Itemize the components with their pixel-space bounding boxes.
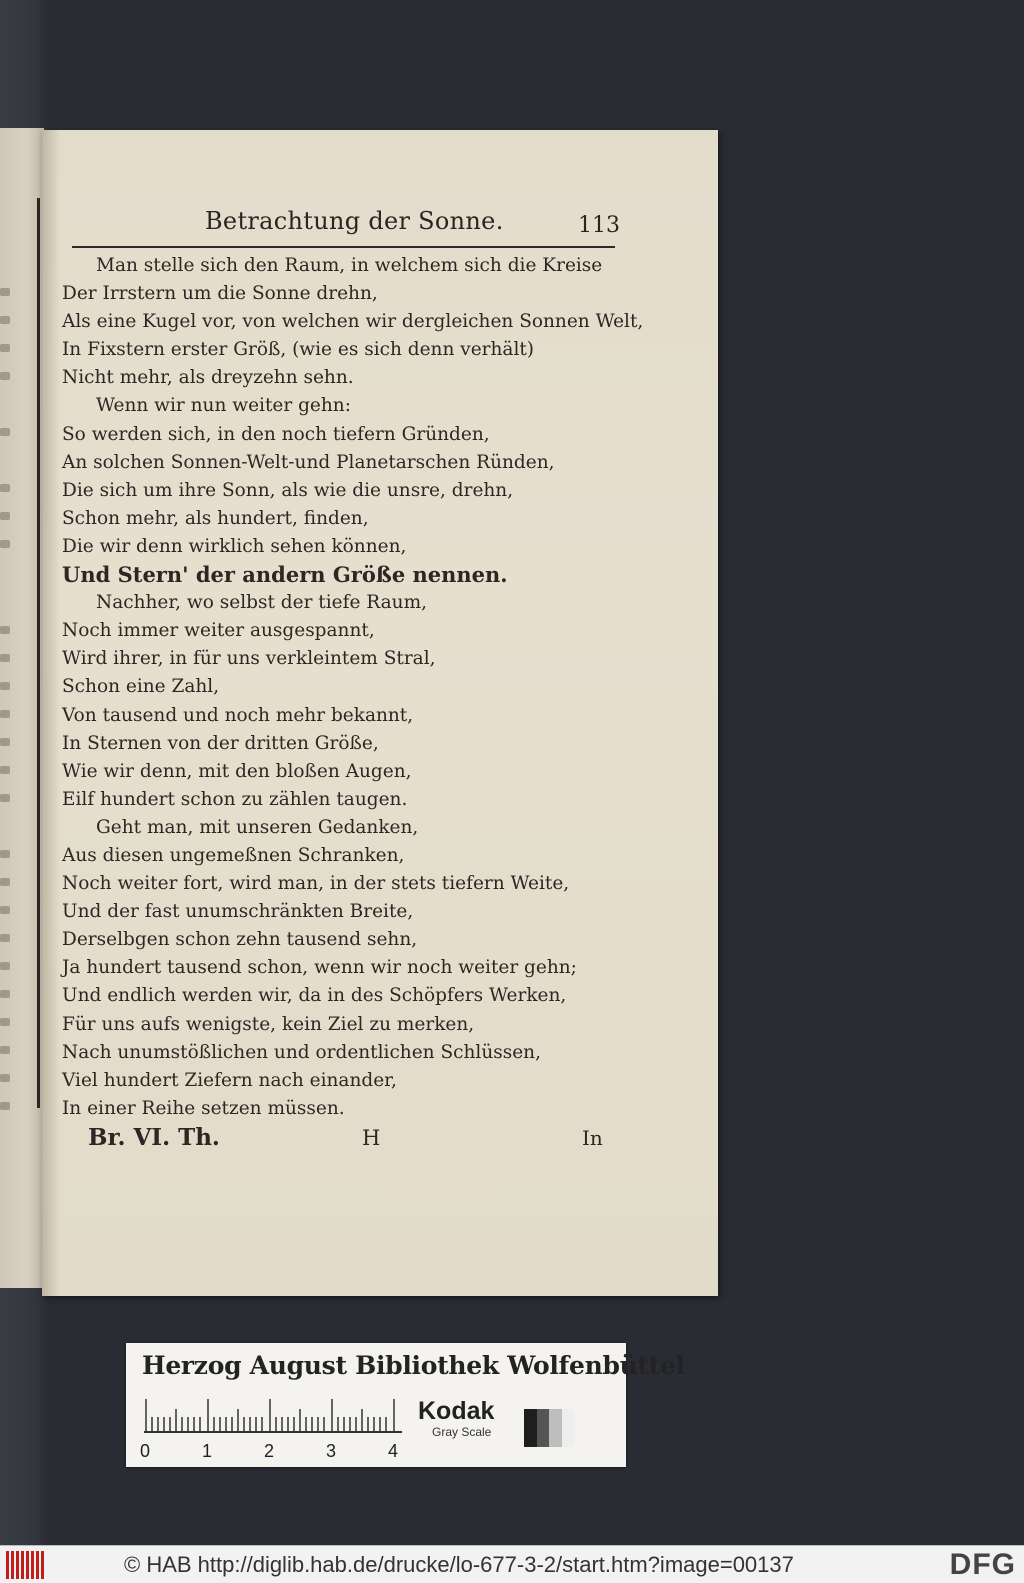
text-line: Nicht mehr, als dreyzehn sehn. [62, 367, 354, 389]
text-line: Viel hundert Ziefern nach einander, [62, 1069, 397, 1091]
ruler-number: 2 [264, 1441, 275, 1461]
text-line: Nach unumstößlichen und ordentlichen Schlüssen, [62, 1041, 541, 1063]
ruler-number: 1 [202, 1441, 213, 1461]
signature-mark: Br. VI. Th. [88, 1124, 220, 1151]
text-line: Nachher, wo selbst der tiefe Raum, [96, 592, 428, 614]
text-line: Noch immer weiter ausgespannt, [62, 620, 375, 642]
ruler-number: 4 [388, 1441, 399, 1461]
text-line: Wird ihrer, in für uns verkleintem Stral, [62, 648, 436, 670]
text-line: Und Stern' der andern Größe nennen. [62, 562, 508, 588]
text-line: Die sich um ihre Sonn, als wie die unsre, drehn, [62, 479, 514, 501]
gathering-mark: H [362, 1126, 381, 1150]
ruler-ticks [144, 1399, 402, 1431]
text-line: In Sternen von der dritten Größe, [62, 732, 379, 754]
text-line: Man stelle sich den Raum, in welchem sich die Kreise [96, 255, 603, 276]
text-line: Der Irrstern um die Sonne drehn, [62, 283, 378, 305]
header-rule [72, 246, 615, 248]
ruler-number: 3 [326, 1441, 337, 1461]
text-line: Schon mehr, als hundert, finden, [62, 507, 369, 529]
gray-scale-label: Gray Scale [432, 1425, 492, 1439]
kodak-logo: Kodak [418, 1397, 495, 1425]
text-line: Eilf hundert schon zu zählen taugen. [62, 788, 408, 810]
text-line: Als eine Kugel vor, von welchen wir dergleichen Sonnen Welt, [62, 311, 644, 333]
catchword: In [582, 1126, 603, 1150]
text-line: Und der fast unumschränkten Breite, [62, 901, 414, 923]
text-line: In Fixstern erster Größ, (wie es sich denn verhält) [62, 339, 535, 361]
text-line: In einer Reihe setzen müssen. [62, 1097, 345, 1119]
text-line: Wie wir denn, mit den bloßen Augen, [62, 760, 412, 782]
ruler-number: 0 [140, 1441, 151, 1461]
ruler-scale [144, 1399, 402, 1433]
page-header [205, 207, 620, 243]
page-number: 113 [578, 213, 620, 238]
page-footer [42, 1124, 718, 1156]
text-line: An solchen Sonnen-Welt-und Planetarschen Ründen, [62, 451, 555, 473]
ruler-numbers [140, 1441, 420, 1463]
text-line: Schon eine Zahl, [62, 676, 220, 698]
copyright-link[interactable]: © HAB http://diglib.hab.de/drucke/lo-677-3-2/start.htm?image=00137 [124, 1552, 794, 1577]
book-page [42, 130, 718, 1296]
library-color-card [126, 1343, 685, 1467]
text-line: Die wir denn wirklich sehen können, [62, 535, 407, 557]
barcode-icon [6, 1551, 48, 1579]
text-line: Aus diesen ungemeßnen Schranken, [62, 844, 405, 866]
text-line: Geht man, mit unseren Gedanken, [96, 816, 419, 838]
gray-scale-swatches [524, 1409, 574, 1447]
running-head: Betrachtung der Sonne. [205, 207, 504, 235]
text-line: Ja hundert tausend schon, wenn wir noch weiter gehn; [62, 957, 577, 979]
poem-text [62, 252, 644, 1123]
text-line: Und endlich werden wir, da in des Schöpfers Werken, [62, 985, 567, 1007]
footer-bar [0, 1545, 1024, 1583]
dfg-logo: DFG [949, 1548, 1016, 1581]
text-line: Für uns aufs wenigste, kein Ziel zu merken, [62, 1013, 475, 1035]
text-line: So werden sich, in den noch tiefern Gründen, [62, 423, 490, 445]
library-title: Herzog August Bibliothek Wolfenbüttel [142, 1351, 685, 1380]
text-line: Noch weiter fort, wird man, in der stets tiefern Weite, [62, 873, 570, 895]
binding-rule [37, 198, 40, 1108]
text-line: Derselbgen schon zehn tausend sehn, [62, 929, 418, 951]
text-line: Von tausend und noch mehr bekannt, [62, 704, 414, 726]
text-line: Wenn wir nun weiter gehn: [96, 395, 351, 417]
